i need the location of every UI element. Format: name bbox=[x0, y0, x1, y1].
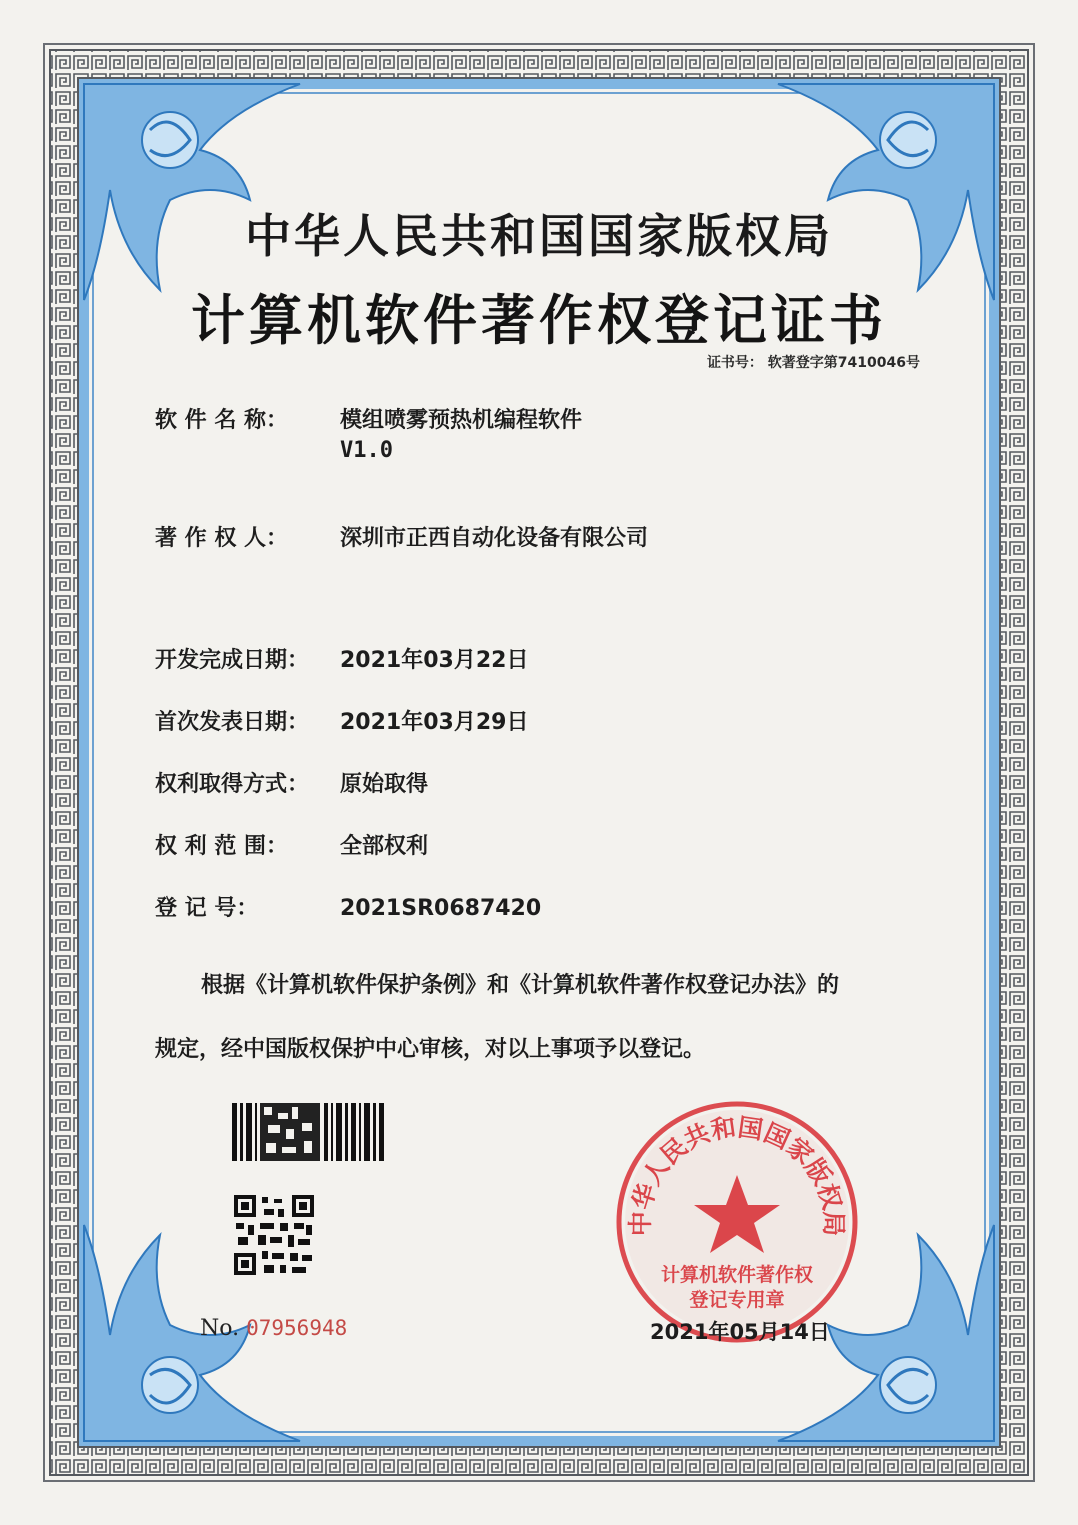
acquisition-method-value: 原始取得 bbox=[340, 772, 429, 797]
barcode bbox=[232, 1103, 384, 1161]
scope-of-rights-value: 全部权利 bbox=[340, 834, 429, 859]
field-label: 软 件 名 称： bbox=[155, 408, 288, 433]
qr-code bbox=[234, 1195, 314, 1275]
issuing-authority: 中华人民共和国国家版权局 bbox=[245, 209, 833, 263]
scope-of-rights-row bbox=[155, 832, 428, 862]
first-publication-date-row bbox=[155, 708, 528, 738]
field-label: 著 作 权 人： bbox=[155, 526, 288, 551]
registration-number-value: 2021SR0687420 bbox=[340, 896, 542, 921]
seal-ring-text: 中华人民共和国国家版权局 bbox=[625, 1112, 849, 1237]
field-label: 权利取得方式： bbox=[155, 772, 310, 797]
certificate-number: 证书号： 软著登字第7410046号 bbox=[706, 355, 920, 371]
legal-basis-line1: 根据《计算机软件保护条例》和《计算机软件著作权登记办法》的 bbox=[201, 973, 840, 998]
completion-date-row bbox=[155, 646, 528, 676]
serial-number bbox=[200, 1316, 347, 1341]
completion-date-value: 2021年03月22日 bbox=[340, 648, 529, 673]
software-name-value bbox=[340, 406, 582, 466]
field-label: 权 利 范 围： bbox=[155, 834, 288, 859]
field-label: 开发完成日期： bbox=[155, 648, 310, 673]
acquisition-method-row bbox=[155, 770, 428, 800]
serial-number-value: 07956948 bbox=[246, 1316, 348, 1340]
issue-date: 2021年05月14日 bbox=[650, 1320, 830, 1344]
serial-prefix: No. bbox=[200, 1316, 240, 1341]
field-label: 登 记 号： bbox=[155, 896, 259, 921]
seal-inner-line2: 登记专用章 bbox=[689, 1289, 785, 1311]
official-seal bbox=[612, 1097, 862, 1347]
copyright-owner-value: 深圳市正西自动化设备有限公司 bbox=[340, 526, 649, 551]
legal-basis-line2: 规定，经中国版权保护中心审核，对以上事项予以登记。 bbox=[155, 1037, 706, 1062]
first-publication-date-value: 2021年03月29日 bbox=[340, 710, 529, 735]
copyright-owner-row bbox=[155, 524, 648, 554]
software-version: V1.0 bbox=[340, 438, 393, 463]
registration-number-row bbox=[155, 894, 541, 924]
seal-inner-line1: 计算机软件著作权 bbox=[660, 1264, 814, 1286]
software-name-row bbox=[155, 406, 582, 466]
software-name-line1: 模组喷雾预热机编程软件 bbox=[340, 408, 583, 433]
certificate-title: 计算机软件著作权登记证书 bbox=[191, 288, 887, 352]
field-label: 首次发表日期： bbox=[155, 710, 310, 735]
